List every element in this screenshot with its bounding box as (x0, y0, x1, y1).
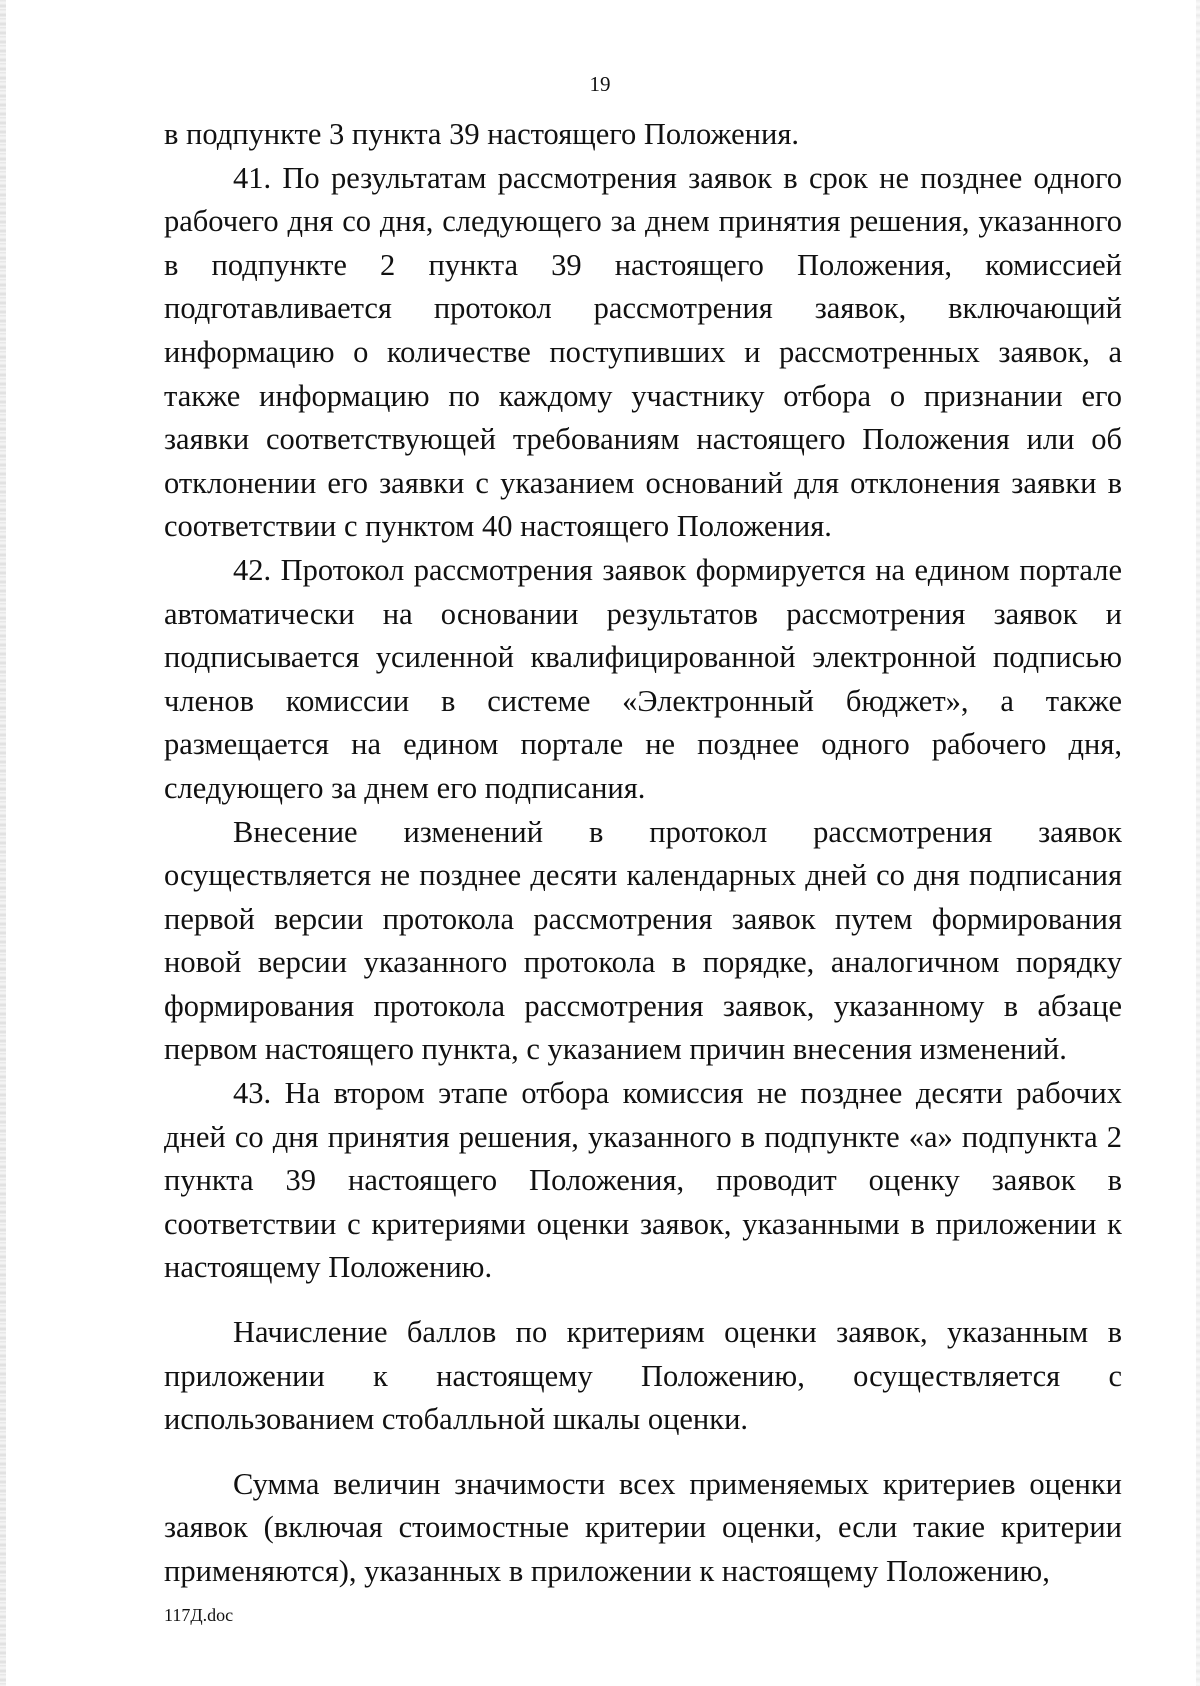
paragraph-43: 43. На втором этапе отбора комиссия не позднее десяти рабочих дней со дня принятия решения, указанного в подпункте «а» подпункта 2 пункта 39 настоящего Положения, проводит оценку заявок в соответствии с критериями оценки заявок, указанными в приложении к настоящему Положению. (164, 1076, 1122, 1285)
paragraph-42-amendments: Внесение изменений в протокол рассмотрения заявок осуществляется не позднее десяти календарных дней со дня подписания первой версии протокола рассмотрения заявок путем формирования новой версии указанного протокола в порядке, аналогичном порядку формирования протокола рассмотрения заявок, указанному в абзаце первом настоящего пункта, с указанием причин внесения изменений. (164, 814, 1122, 1067)
paragraph-42: 42. Протокол рассмотрения заявок формируется на едином портале автоматически на основании результатов рассмотрения заявок и подписывается усиленной квалифицированной электронной подписью членов комиссии в системе «Электронный бюджет», а также размещается на едином портале не позднее одного рабочего дня, следующего за днем его подписания. (164, 552, 1122, 805)
document-body (164, 113, 1122, 1594)
paragraph-continuation: в подпункте 3 пункта 39 настоящего Положения. (164, 117, 799, 151)
paragraph-43-weights: Сумма величин значимости всех применяемых критериев оценки заявок (включая стоимостные критерии оценки, если такие критерии применяются), указанных в приложении к настоящему Положению, (164, 1466, 1122, 1588)
footer-filename: 117Д.doc (164, 1605, 234, 1625)
page-number: 19 (589, 72, 611, 96)
paragraph-41: 41. По результатам рассмотрения заявок в срок не позднее одного рабочего дня со дня, следующего за днем принятия решения, указанного в подпункте 2 пункта 39 настоящего Положения, комиссией подготавливается протокол рассмотрения заявок, включающий информацию о количестве поступивших и рассмотренных заявок, а также информацию по каждому участнику отбора о признании его заявки соответствующей требованиям настоящего Положения или об отклонении его заявки с указанием оснований для отклонения заявки в соответствии с пунктом 40 настоящего Положения. (164, 160, 1122, 544)
scan-edge-left (0, 0, 6, 1686)
paragraph-43-scoring: Начисление баллов по критериям оценки заявок, указанным в приложении к настоящему Положению, осуществляется с использованием стобалльной шкалы оценки. (164, 1315, 1122, 1437)
scan-edge-right (1196, 0, 1200, 1686)
